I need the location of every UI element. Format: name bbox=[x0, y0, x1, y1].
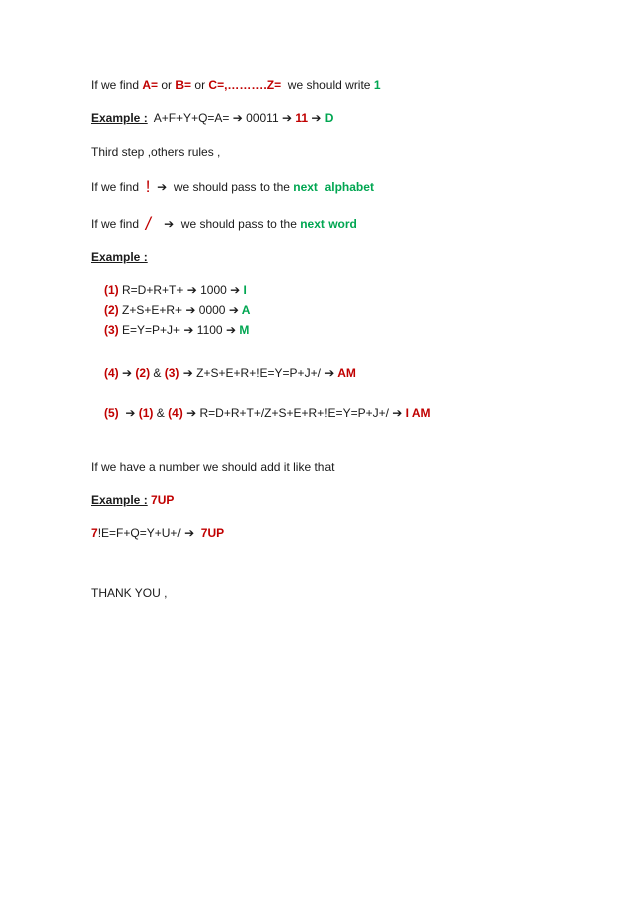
example-line-1 bbox=[91, 110, 333, 126]
item-expression: Z+S+E+R+ bbox=[118, 303, 186, 317]
item-expression: R=D+R+T+ bbox=[118, 283, 187, 297]
or-text: or bbox=[158, 78, 176, 92]
arrow-icon: ➔ bbox=[183, 323, 194, 337]
arrow-icon: ➔ bbox=[311, 111, 322, 125]
value-one: 1 bbox=[373, 78, 381, 92]
item-code: 1100 bbox=[193, 323, 226, 337]
item-number: (2) bbox=[104, 303, 119, 317]
item-result: AM bbox=[334, 366, 356, 380]
example-item-4 bbox=[104, 365, 356, 381]
example-item-2 bbox=[104, 302, 250, 318]
item-number: (5) bbox=[104, 406, 119, 420]
encoded-expression: !E=F+Q=Y+U+/ bbox=[97, 526, 185, 540]
example-expression: A+F+Y+Q=A= bbox=[147, 111, 233, 125]
arrow-icon: ➔ bbox=[184, 526, 195, 540]
rule-line-letters bbox=[91, 77, 381, 93]
arrow-icon: ➔ bbox=[281, 111, 293, 125]
item-number: (1) bbox=[104, 283, 119, 297]
example-label: Example : bbox=[91, 250, 148, 264]
item-code: 0000 bbox=[195, 303, 229, 317]
rule-text: If we find bbox=[91, 180, 146, 194]
arrow-icon: ➔ bbox=[186, 406, 197, 420]
slash-symbol: / bbox=[145, 214, 151, 234]
encoded-7up-line bbox=[91, 525, 224, 541]
ref-number: (2) bbox=[132, 366, 151, 380]
arrow-icon: ➔ bbox=[182, 366, 193, 380]
example-label-line bbox=[91, 249, 148, 265]
example-line-7up bbox=[91, 492, 174, 508]
example-value: 7UP bbox=[147, 493, 175, 507]
example-label: Example : bbox=[91, 111, 148, 125]
exclamation-symbol: ! bbox=[145, 177, 151, 196]
arrow-icon: ➔ bbox=[230, 283, 241, 297]
third-step-line: Third step ,others rules , bbox=[91, 145, 221, 159]
ref-number: (1) bbox=[135, 406, 154, 420]
write-text: we should write bbox=[281, 78, 374, 92]
digit-seven: 7 bbox=[91, 526, 98, 540]
arrow-icon: ➔ bbox=[324, 366, 335, 380]
arrow-icon: ➔ bbox=[185, 303, 196, 317]
closing-line: THANK YOU , bbox=[91, 586, 168, 600]
rule-line-slash bbox=[91, 214, 357, 232]
item-expression: R=D+R+T+/Z+S+E+R+!E=Y=P+J+/ bbox=[196, 406, 393, 420]
arrow-icon: ➔ bbox=[186, 283, 197, 297]
rule-text: we should pass to the bbox=[174, 217, 301, 231]
arrow-icon: ➔ bbox=[232, 111, 243, 125]
example-label: Example : bbox=[91, 493, 148, 507]
item-number: (4) bbox=[104, 366, 119, 380]
item-expression: Z+S+E+R+!E=Y=P+J+/ bbox=[192, 366, 325, 380]
arrow-icon: ➔ bbox=[157, 180, 168, 194]
example-item-1 bbox=[104, 282, 247, 298]
example-item-5 bbox=[104, 405, 431, 421]
ampersand: & bbox=[153, 406, 169, 420]
item-expression: E=Y=P+J+ bbox=[118, 323, 184, 337]
letter-result: D bbox=[321, 111, 334, 125]
item-number: (3) bbox=[104, 323, 119, 337]
item-result: A bbox=[238, 303, 251, 317]
rule-text: If we find bbox=[91, 78, 143, 92]
arrow-icon: ➔ bbox=[228, 303, 239, 317]
arrow-icon: ➔ bbox=[125, 406, 136, 420]
arrow-icon: ➔ bbox=[225, 323, 236, 337]
arrow-icon: ➔ bbox=[164, 217, 175, 231]
decoded-result: 7UP bbox=[194, 526, 225, 540]
ref-number: (4) bbox=[168, 406, 183, 420]
item-result: M bbox=[236, 323, 250, 337]
number-rule-line: If we have a number we should add it like that bbox=[91, 460, 335, 474]
letter-b: B= bbox=[175, 78, 192, 92]
next-alphabet: next alphabet bbox=[293, 180, 374, 194]
binary-code: 00011 bbox=[242, 111, 282, 125]
rule-text: If we find bbox=[91, 217, 146, 231]
arrow-icon: ➔ bbox=[122, 366, 133, 380]
letter-a: A= bbox=[142, 78, 159, 92]
item-result: I bbox=[240, 283, 247, 297]
item-result: I AM bbox=[402, 406, 431, 420]
next-word: next word bbox=[300, 217, 357, 231]
letter-c-to-z: C=,……….Z= bbox=[208, 78, 282, 92]
ampersand: & bbox=[150, 366, 165, 380]
number-result: 11 bbox=[292, 111, 312, 125]
item-code: 1000 bbox=[196, 283, 231, 297]
example-item-3 bbox=[104, 322, 249, 338]
or-text: or bbox=[191, 78, 209, 92]
arrow-icon: ➔ bbox=[392, 406, 403, 420]
rule-line-exclamation bbox=[91, 178, 374, 195]
rule-text: we should pass to the bbox=[167, 180, 294, 194]
ref-number: (3) bbox=[164, 366, 180, 380]
